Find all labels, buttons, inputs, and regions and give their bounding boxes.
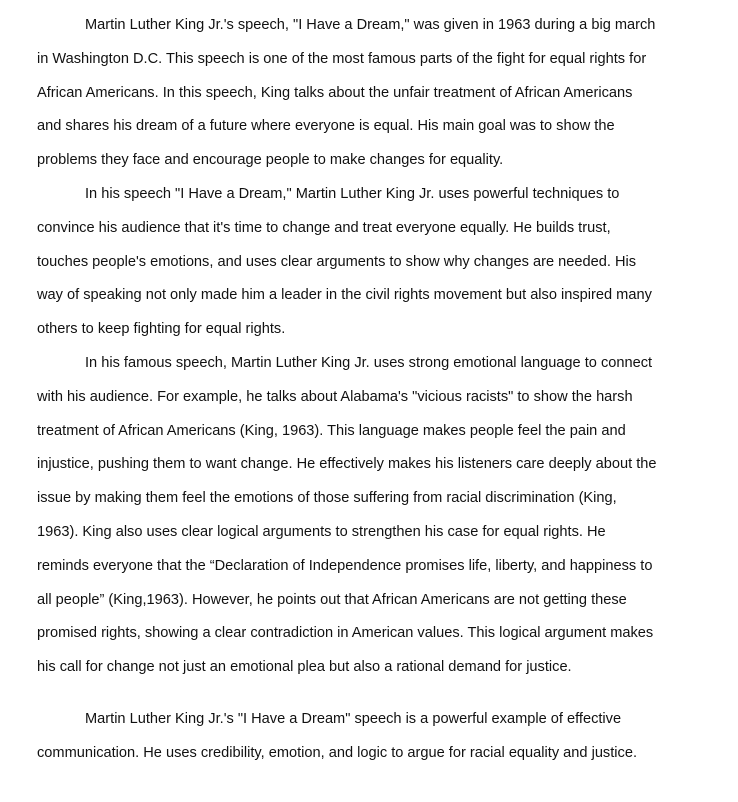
text-line: way of speaking not only made him a leader in the civil rights movement but also inspired many [37,287,652,304]
paragraph-conclusion [37,703,677,771]
text-line: and shares his dream of a future where everyone is equal. His main goal was to show the [37,118,615,135]
text-line: 1963). King also uses clear logical arguments to strengthen his case for equal rights. He [37,523,606,540]
text-line: treatment of African Americans (King, 1963). This language makes people feel the pain and [37,422,626,439]
paragraph-body [37,347,677,685]
text-line: African Americans. In this speech, King talks about the unfair treatment of African Americans [37,84,633,101]
document-page [37,9,677,771]
paragraph-spacer [37,685,677,703]
text-line: others to keep fighting for equal rights. [37,321,286,338]
text-line: his call for change not just an emotional plea but also a rational demand for justice. [37,659,572,676]
text-line: reminds everyone that the “Declaration of Independence promises life, liberty, and happiness to [37,557,653,574]
text-line: Martin Luther King Jr.'s "I Have a Dream" speech is a powerful example of effective [85,710,622,727]
text-line: Martin Luther King Jr.'s speech, "I Have a Dream," was given in 1963 during a big march [85,17,656,33]
paragraph-thesis [37,178,677,347]
text-line: touches people's emotions, and uses clear arguments to show why changes are needed. His [37,253,637,270]
text-line: convince his audience that it's time to change and treat everyone equally. He builds trust, [37,219,611,236]
text-line: In his famous speech, Martin Luther King Jr. uses strong emotional language to connect [85,354,653,371]
text-line: all people” (King,1963). However, he points out that African Americans are not getting these [37,591,627,608]
text-line: issue by making them feel the emotions of those suffering from racial discrimination (King, [37,490,617,507]
text-line: promised rights, showing a clear contradiction in American values. This logical argument makes [37,625,654,642]
text-line: in Washington D.C. This speech is one of the most famous parts of the fight for equal rights for [37,50,647,67]
text-line: injustice, pushing them to want change. He effectively makes his listeners care deeply about the [37,456,657,473]
text-line: In his speech "I Have a Dream," Martin Luther King Jr. uses powerful techniques to [85,185,620,202]
paragraph-introduction [37,9,677,178]
text-line: communication. He uses credibility, emotion, and logic to argue for racial equality and justice. [37,744,637,761]
text-line: with his audience. For example, he talks about Alabama's "vicious racists" to show the harsh [37,388,633,405]
text-line: problems they face and encourage people to make changes for equality. [37,152,504,169]
